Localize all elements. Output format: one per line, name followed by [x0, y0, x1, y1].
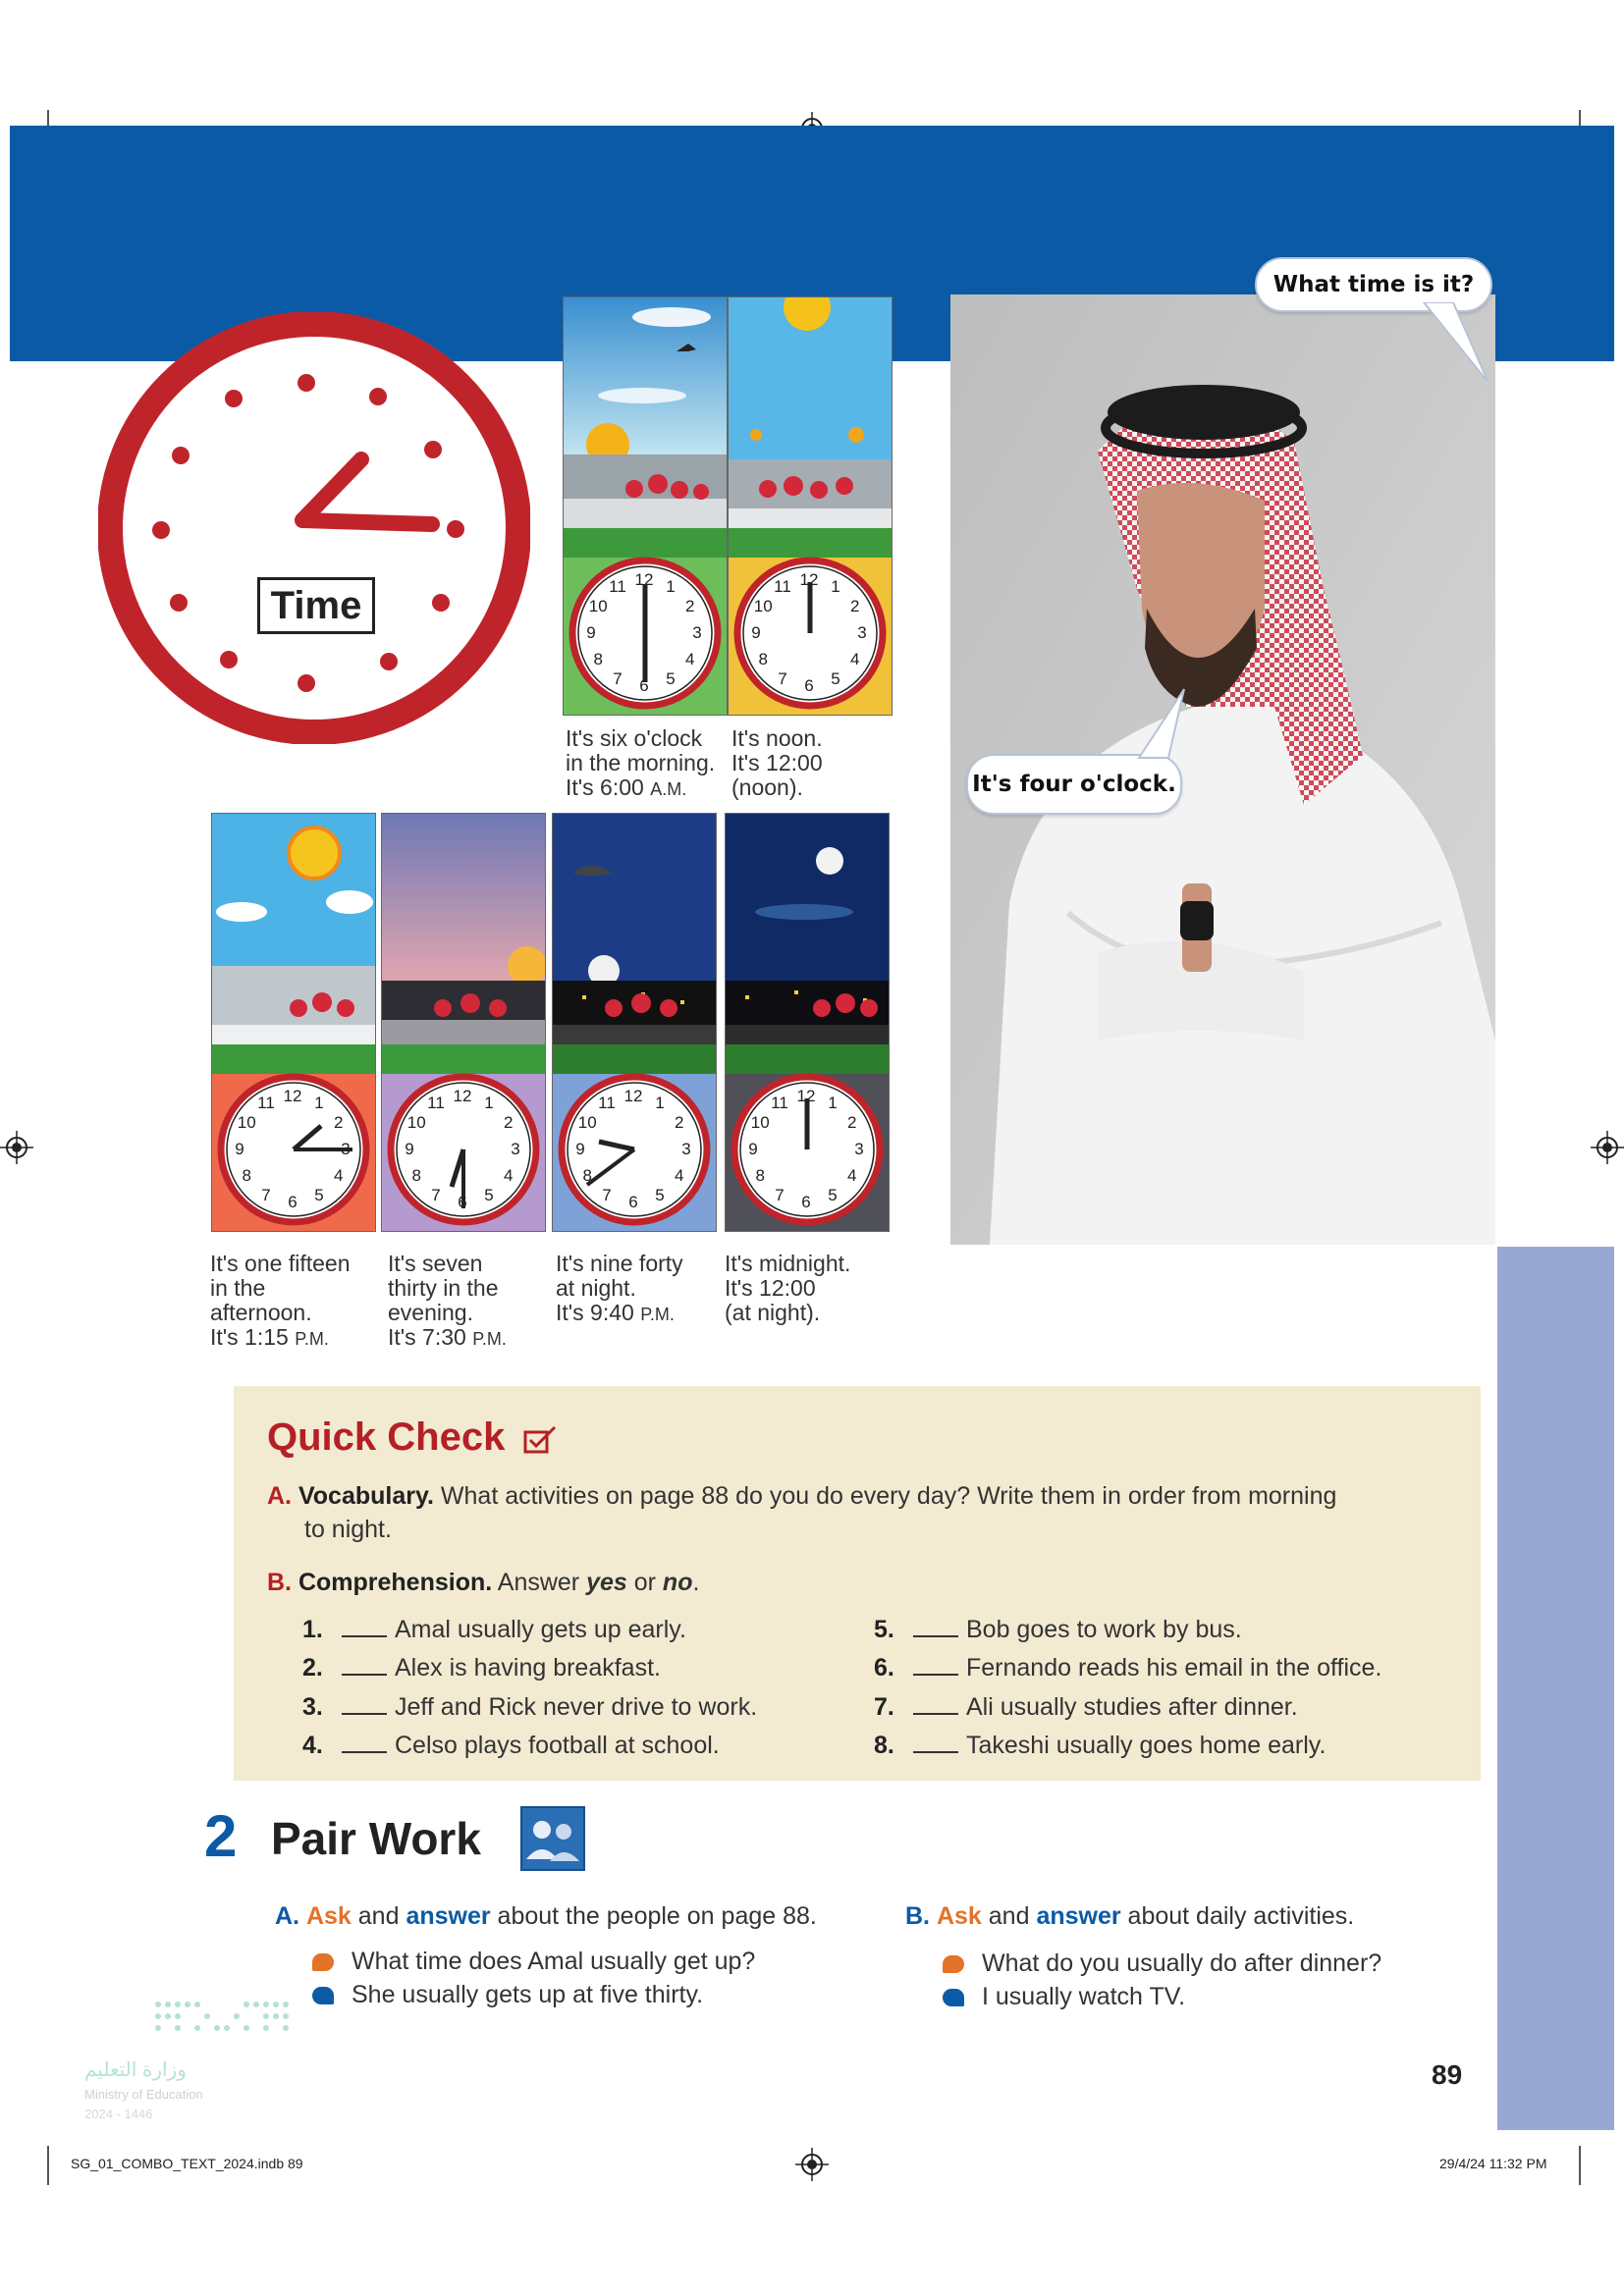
- dialogue-response: I usually watch TV.: [943, 1983, 1185, 2011]
- clock-numeral: 6: [801, 1193, 811, 1211]
- clock-numeral: 10: [588, 597, 608, 615]
- clock-numeral: 9: [405, 1140, 414, 1158]
- checkbox-check-icon: [523, 1424, 557, 1454]
- quick-check-title: Quick Check: [267, 1415, 557, 1460]
- list-item: 2. Alex is having breakfast.: [302, 1654, 661, 1682]
- clock-time-label: Time: [257, 577, 375, 634]
- clock-numeral: 3: [692, 623, 702, 642]
- clock-numeral: 4: [685, 650, 695, 668]
- clock-numeral: 1: [831, 577, 840, 597]
- crop-mark: [47, 2146, 49, 2185]
- clock-numeral: 1: [666, 577, 676, 597]
- clock-numeral: 8: [755, 1166, 765, 1185]
- clock-numeral: 5: [655, 1185, 665, 1204]
- clock-numeral: 5: [828, 1185, 838, 1204]
- section-number: 2: [204, 1803, 238, 1869]
- clock-numeral: 12: [799, 570, 819, 589]
- caption-evening: It's seven thirty in the evening. It's 7:30 P.M.: [388, 1251, 507, 1350]
- clock-numeral: 12: [623, 1087, 643, 1105]
- caption-morning: It's six o'clock in the morning. It's 6:00 A.M.: [566, 725, 716, 800]
- list-item: 6. Fernando reads his email in the office.: [874, 1654, 1382, 1682]
- speech-bubble-answer: It's four o'clock.: [966, 754, 1182, 815]
- clock-numeral: 8: [582, 1166, 592, 1185]
- crop-mark: [1579, 2146, 1581, 2185]
- clock-numeral: 12: [796, 1087, 816, 1105]
- clock-numeral: 6: [804, 676, 814, 695]
- clock-numeral: 11: [774, 577, 791, 597]
- quick-check-b: B. Comprehension. Answer yes or no.: [267, 1569, 700, 1596]
- clock-numeral: 2: [685, 597, 695, 615]
- clock-numeral: 3: [341, 1140, 351, 1158]
- speech-orange-icon: [943, 1955, 964, 1973]
- clock-numeral: 4: [847, 1166, 857, 1185]
- registration-mark-icon: [795, 2148, 829, 2181]
- pair-work-icon: [520, 1806, 585, 1871]
- clock-numeral: 6: [458, 1193, 467, 1211]
- clock-numeral: 5: [484, 1185, 494, 1204]
- clock-numeral: 6: [288, 1193, 298, 1211]
- footer-date: 29/4/24 11:32 PM: [1439, 2156, 1547, 2171]
- speech-blue-icon: [312, 1987, 334, 2004]
- clock-numeral: 11: [771, 1094, 788, 1113]
- clock-numeral: 7: [778, 668, 787, 688]
- list-item: 3. Jeff and Rick never drive to work.: [302, 1693, 758, 1721]
- ministry-logo-icon: [152, 1999, 296, 2038]
- clock-numeral: 2: [847, 1113, 857, 1132]
- clock-numeral: 11: [257, 1094, 275, 1113]
- speech-blue-icon: [943, 1989, 964, 2006]
- clock-numeral: 4: [675, 1166, 684, 1185]
- caption-noon: It's noon. It's 12:00 (noon).: [731, 725, 823, 800]
- clock-numeral: 6: [628, 1193, 638, 1211]
- clock-numeral: 11: [598, 1094, 616, 1113]
- bubble-tail-icon: [1414, 302, 1492, 381]
- clock-numeral: 2: [850, 597, 860, 615]
- clock-numeral: 3: [854, 1140, 864, 1158]
- big-clock-icon: [98, 312, 530, 744]
- clock-numeral: 10: [237, 1113, 256, 1132]
- clock-numeral: 10: [750, 1113, 770, 1132]
- quick-check-a: A. Vocabulary. What activities on page 88 do you do every day? Write them in order from morning: [267, 1482, 1337, 1510]
- clock-numeral: 4: [334, 1166, 344, 1185]
- clock-numeral: 1: [828, 1094, 838, 1113]
- clock-numeral: 9: [748, 1140, 758, 1158]
- caption-midnight: It's midnight. It's 12:00 (at night).: [725, 1251, 851, 1325]
- clock-numeral: 9: [751, 623, 761, 642]
- caption-night: It's nine forty at night. It's 9:40 P.M.: [556, 1251, 683, 1325]
- quick-check-box: [234, 1386, 1481, 1781]
- ministry-year: 2024 - 1446: [84, 2107, 153, 2121]
- clock-numeral: 11: [609, 577, 626, 597]
- dialogue-question: What do you usually do after dinner?: [943, 1949, 1381, 1978]
- pair-work-a: A. Ask and answer about the people on page 88.: [275, 1902, 817, 1930]
- clock-numeral: 7: [431, 1185, 441, 1204]
- list-item: 5. Bob goes to work by bus.: [874, 1616, 1242, 1643]
- list-item: 4. Celso plays football at school.: [302, 1732, 720, 1759]
- speech-bubble-question: What time is it?: [1255, 257, 1492, 312]
- clock-numeral: 9: [235, 1140, 244, 1158]
- clock-numeral: 10: [753, 597, 773, 615]
- clock-numeral: 12: [453, 1087, 472, 1105]
- section-title: Pair Work: [271, 1813, 481, 1864]
- caption-afternoon: It's one fifteen in the afternoon. It's 1:15 P.M.: [210, 1251, 351, 1350]
- registration-mark-icon: [1591, 1131, 1624, 1164]
- list-item: 8. Takeshi usually goes home early.: [874, 1732, 1326, 1759]
- footer-file: SG_01_COMBO_TEXT_2024.indb 89: [71, 2156, 303, 2171]
- pair-work-b: B. Ask and answer about daily activities.: [905, 1902, 1355, 1930]
- bubble-tail-icon: [1119, 687, 1188, 760]
- clock-numeral: 7: [602, 1185, 612, 1204]
- list-item: 7. Ali usually studies after dinner.: [874, 1693, 1298, 1721]
- clock-numeral: 8: [758, 650, 768, 668]
- clock-numeral: 3: [681, 1140, 691, 1158]
- clock-numeral: 3: [511, 1140, 520, 1158]
- clock-numeral: 1: [314, 1094, 324, 1113]
- clock-numeral: 6: [639, 676, 649, 695]
- quick-check-a-cont: to night.: [304, 1516, 392, 1543]
- clock-numeral: 1: [655, 1094, 665, 1113]
- clock-numeral: 4: [504, 1166, 514, 1185]
- clock-numeral: 2: [675, 1113, 684, 1132]
- clock-numeral: 5: [831, 668, 840, 688]
- dialogue-response: She usually gets up at five thirty.: [312, 1981, 703, 2009]
- page-number: 89: [1432, 2059, 1463, 2090]
- clock-numeral: 2: [504, 1113, 514, 1132]
- dialogue-question: What time does Amal usually get up?: [312, 1948, 755, 1976]
- clock-numeral: 8: [593, 650, 603, 668]
- clock-numeral: 11: [427, 1094, 445, 1113]
- clock-numeral: 4: [850, 650, 860, 668]
- clock-numeral: 8: [242, 1166, 251, 1185]
- clock-numeral: 3: [857, 623, 867, 642]
- clock-numeral: 9: [575, 1140, 585, 1158]
- page-sidebar-strip: [1497, 1247, 1614, 2130]
- clock-numeral: 12: [634, 570, 654, 589]
- clock-numeral: 5: [666, 668, 676, 688]
- clock-numeral: 9: [586, 623, 596, 642]
- clock-numeral: 7: [613, 668, 623, 688]
- clock-numeral: 10: [577, 1113, 597, 1132]
- registration-mark-icon: [0, 1131, 33, 1164]
- clock-numeral: 8: [411, 1166, 421, 1185]
- clock-numeral: 7: [261, 1185, 271, 1204]
- clock-numeral: 5: [314, 1185, 324, 1204]
- clock-numeral: 7: [775, 1185, 785, 1204]
- speech-orange-icon: [312, 1953, 334, 1971]
- ministry-arabic: وزارة التعليم: [84, 2059, 187, 2081]
- list-item: 1. Amal usually gets up early.: [302, 1616, 686, 1643]
- clock-numeral: 12: [283, 1087, 302, 1105]
- clock-numeral: 10: [406, 1113, 426, 1132]
- ministry-english: Ministry of Education: [84, 2087, 203, 2102]
- clock-numeral: 1: [484, 1094, 494, 1113]
- clock-numeral: 2: [334, 1113, 344, 1132]
